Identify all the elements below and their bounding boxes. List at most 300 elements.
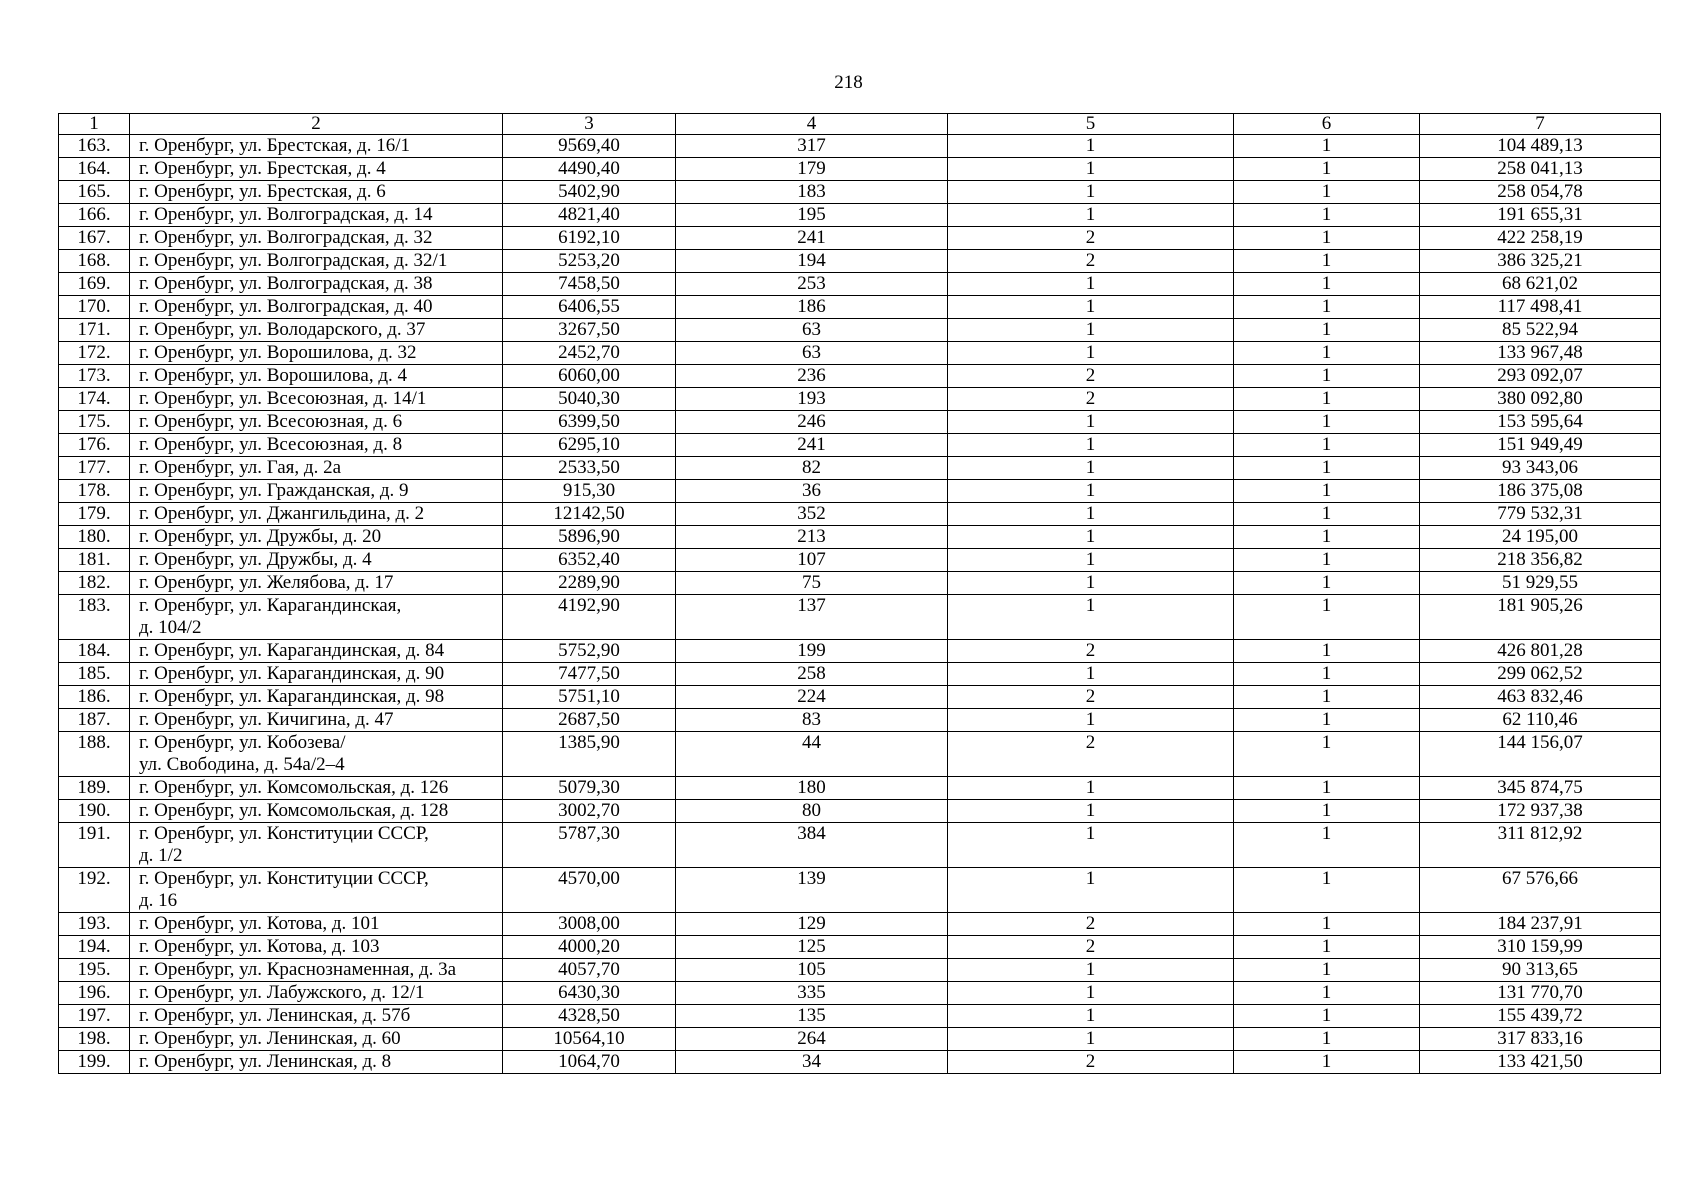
address-line-1: г. Оренбург, ул. Конституции СССР, — [139, 823, 429, 844]
col-5-cell: 2 — [948, 732, 1234, 777]
col-4-cell: 36 — [676, 480, 948, 503]
row-number: 197. — [59, 1005, 130, 1028]
row-number: 164. — [59, 158, 130, 181]
row-number: 175. — [59, 411, 130, 434]
col-5-cell: 1 — [948, 572, 1234, 595]
row-number: 195. — [59, 959, 130, 982]
address-cell: г. Оренбург, ул. Волгоградская, д. 32/1 — [130, 250, 503, 273]
row-number: 181. — [59, 549, 130, 572]
col-6-cell: 1 — [1234, 411, 1420, 434]
col-6-cell: 1 — [1234, 181, 1420, 204]
address-cell: г. Оренбург, ул. Волгоградская, д. 14 — [130, 204, 503, 227]
address-cell: г. Оренбург, ул. Брестская, д. 16/1 — [130, 135, 503, 158]
col-7-cell: 24 195,00 — [1420, 526, 1661, 549]
row-number: 194. — [59, 936, 130, 959]
col-6-cell: 1 — [1234, 549, 1420, 572]
row-number: 169. — [59, 273, 130, 296]
col-4-cell: 199 — [676, 640, 948, 663]
table-row — [59, 181, 1661, 204]
col-3-cell: 3008,00 — [503, 913, 676, 936]
table-row — [59, 480, 1661, 503]
col-4-cell: 135 — [676, 1005, 948, 1028]
row-number: 173. — [59, 365, 130, 388]
address-line-1: г. Оренбург, ул. Карагандинская, — [139, 595, 402, 616]
table-row — [59, 732, 1661, 777]
address-cell — [130, 595, 503, 640]
row-number: 188. — [59, 732, 130, 777]
table-row — [59, 709, 1661, 732]
row-number: 198. — [59, 1028, 130, 1051]
address-cell: г. Оренбург, ул. Волгоградская, д. 38 — [130, 273, 503, 296]
col-6-cell: 1 — [1234, 640, 1420, 663]
table-row — [59, 982, 1661, 1005]
col-5-cell: 2 — [948, 227, 1234, 250]
row-number: 199. — [59, 1051, 130, 1074]
table-row — [59, 936, 1661, 959]
col-3-cell: 6399,50 — [503, 411, 676, 434]
row-number: 186. — [59, 686, 130, 709]
col-3-cell: 2533,50 — [503, 457, 676, 480]
col-3-cell: 4821,40 — [503, 204, 676, 227]
col-6-cell: 1 — [1234, 296, 1420, 319]
row-number: 190. — [59, 800, 130, 823]
col-7-cell: 67 576,66 — [1420, 868, 1661, 913]
registry-table — [58, 113, 1661, 1074]
table-row — [59, 868, 1661, 913]
col-6-cell: 1 — [1234, 959, 1420, 982]
col-6-cell: 1 — [1234, 913, 1420, 936]
col-5-cell: 1 — [948, 204, 1234, 227]
table-row — [59, 1051, 1661, 1074]
table-row — [59, 227, 1661, 250]
row-number: 185. — [59, 663, 130, 686]
col-6-cell: 1 — [1234, 480, 1420, 503]
row-number: 182. — [59, 572, 130, 595]
col-5-cell: 1 — [948, 1005, 1234, 1028]
col-6-cell: 1 — [1234, 572, 1420, 595]
col-5-cell: 1 — [948, 135, 1234, 158]
table-row — [59, 434, 1661, 457]
col-4-cell: 352 — [676, 503, 948, 526]
address-cell: г. Оренбург, ул. Карагандинская, д. 84 — [130, 640, 503, 663]
col-4-cell: 224 — [676, 686, 948, 709]
col-4-cell: 264 — [676, 1028, 948, 1051]
col-4-cell: 80 — [676, 800, 948, 823]
table-row — [59, 913, 1661, 936]
col-4-cell: 183 — [676, 181, 948, 204]
row-number: 193. — [59, 913, 130, 936]
col-3-cell: 10564,10 — [503, 1028, 676, 1051]
col-7-cell: 68 621,02 — [1420, 273, 1661, 296]
address-cell — [130, 732, 503, 777]
column-header-7: 7 — [1420, 114, 1661, 135]
table-row — [59, 686, 1661, 709]
address-line-2: д. 1/2 — [139, 845, 183, 866]
table-row — [59, 296, 1661, 319]
col-7-cell: 317 833,16 — [1420, 1028, 1661, 1051]
address-line-1: г. Оренбург, ул. Кобозева/ — [139, 732, 346, 753]
col-3-cell: 3002,70 — [503, 800, 676, 823]
col-5-cell: 1 — [948, 181, 1234, 204]
col-6-cell: 1 — [1234, 273, 1420, 296]
address-cell: г. Оренбург, ул. Всесоюзная, д. 6 — [130, 411, 503, 434]
col-6-cell: 1 — [1234, 777, 1420, 800]
column-header-4: 4 — [676, 114, 948, 135]
table-row — [59, 250, 1661, 273]
col-6-cell: 1 — [1234, 457, 1420, 480]
col-7-cell: 85 522,94 — [1420, 319, 1661, 342]
col-3-cell: 2452,70 — [503, 342, 676, 365]
col-3-cell: 6352,40 — [503, 549, 676, 572]
col-5-cell: 1 — [948, 1028, 1234, 1051]
table-row — [59, 959, 1661, 982]
row-number: 178. — [59, 480, 130, 503]
col-7-cell: 90 313,65 — [1420, 959, 1661, 982]
col-6-cell: 1 — [1234, 936, 1420, 959]
col-6-cell: 1 — [1234, 526, 1420, 549]
col-7-cell: 117 498,41 — [1420, 296, 1661, 319]
table-row — [59, 1005, 1661, 1028]
col-7-cell: 380 092,80 — [1420, 388, 1661, 411]
col-3-cell: 5079,30 — [503, 777, 676, 800]
col-4-cell: 236 — [676, 365, 948, 388]
col-3-cell: 915,30 — [503, 480, 676, 503]
column-header-3: 3 — [503, 114, 676, 135]
col-3-cell: 4328,50 — [503, 1005, 676, 1028]
col-3-cell: 6406,55 — [503, 296, 676, 319]
col-5-cell: 2 — [948, 686, 1234, 709]
col-5-cell: 1 — [948, 959, 1234, 982]
col-5-cell: 2 — [948, 1051, 1234, 1074]
col-6-cell: 1 — [1234, 686, 1420, 709]
col-7-cell: 133 967,48 — [1420, 342, 1661, 365]
col-6-cell: 1 — [1234, 250, 1420, 273]
row-number: 176. — [59, 434, 130, 457]
col-6-cell: 1 — [1234, 319, 1420, 342]
col-3-cell: 6295,10 — [503, 434, 676, 457]
col-7-cell: 218 356,82 — [1420, 549, 1661, 572]
column-header-6: 6 — [1234, 114, 1420, 135]
table-row — [59, 777, 1661, 800]
col-5-cell: 2 — [948, 640, 1234, 663]
col-5-cell: 2 — [948, 936, 1234, 959]
col-7-cell: 779 532,31 — [1420, 503, 1661, 526]
table-row — [59, 549, 1661, 572]
col-4-cell: 186 — [676, 296, 948, 319]
column-header-5: 5 — [948, 114, 1234, 135]
row-number: 166. — [59, 204, 130, 227]
table-row — [59, 457, 1661, 480]
col-5-cell: 1 — [948, 480, 1234, 503]
table-row — [59, 319, 1661, 342]
column-header-1: 1 — [59, 114, 130, 135]
col-5-cell: 1 — [948, 982, 1234, 1005]
table-row — [59, 204, 1661, 227]
col-7-cell: 186 375,08 — [1420, 480, 1661, 503]
address-cell: г. Оренбург, ул. Комсомольская, д. 128 — [130, 800, 503, 823]
col-3-cell: 5896,90 — [503, 526, 676, 549]
col-7-cell: 184 237,91 — [1420, 913, 1661, 936]
col-7-cell: 426 801,28 — [1420, 640, 1661, 663]
col-7-cell: 386 325,21 — [1420, 250, 1661, 273]
col-6-cell: 1 — [1234, 135, 1420, 158]
col-6-cell: 1 — [1234, 158, 1420, 181]
col-4-cell: 241 — [676, 227, 948, 250]
table-row — [59, 640, 1661, 663]
address-cell: г. Оренбург, ул. Комсомольская, д. 126 — [130, 777, 503, 800]
table-row — [59, 595, 1661, 640]
col-4-cell: 125 — [676, 936, 948, 959]
col-4-cell: 246 — [676, 411, 948, 434]
address-line-2: ул. Свободина, д. 54а/2–4 — [139, 754, 345, 775]
address-cell: г. Оренбург, ул. Брестская, д. 6 — [130, 181, 503, 204]
col-3-cell: 7458,50 — [503, 273, 676, 296]
address-cell: г. Оренбург, ул. Джангильдина, д. 2 — [130, 503, 503, 526]
col-7-cell: 191 655,31 — [1420, 204, 1661, 227]
row-number: 191. — [59, 823, 130, 868]
address-line-2: д. 104/2 — [139, 617, 202, 638]
row-number: 163. — [59, 135, 130, 158]
col-4-cell: 139 — [676, 868, 948, 913]
col-7-cell: 311 812,92 — [1420, 823, 1661, 868]
col-5-cell: 1 — [948, 503, 1234, 526]
col-6-cell: 1 — [1234, 732, 1420, 777]
col-7-cell: 151 949,49 — [1420, 434, 1661, 457]
row-number: 172. — [59, 342, 130, 365]
col-4-cell: 253 — [676, 273, 948, 296]
col-4-cell: 75 — [676, 572, 948, 595]
address-line-2: д. 16 — [139, 890, 178, 911]
col-4-cell: 213 — [676, 526, 948, 549]
col-6-cell: 1 — [1234, 823, 1420, 868]
address-cell: г. Оренбург, ул. Володарского, д. 37 — [130, 319, 503, 342]
table-body — [59, 135, 1661, 1074]
row-number: 196. — [59, 982, 130, 1005]
col-3-cell: 5402,90 — [503, 181, 676, 204]
col-3-cell: 2687,50 — [503, 709, 676, 732]
col-7-cell: 172 937,38 — [1420, 800, 1661, 823]
col-7-cell: 144 156,07 — [1420, 732, 1661, 777]
address-cell: г. Оренбург, ул. Дружбы, д. 4 — [130, 549, 503, 572]
col-7-cell: 422 258,19 — [1420, 227, 1661, 250]
address-cell: г. Оренбург, ул. Волгоградская, д. 32 — [130, 227, 503, 250]
col-4-cell: 195 — [676, 204, 948, 227]
col-3-cell: 3267,50 — [503, 319, 676, 342]
col-3-cell: 4057,70 — [503, 959, 676, 982]
col-6-cell: 1 — [1234, 388, 1420, 411]
page-number: 218 — [834, 72, 863, 93]
col-5-cell: 1 — [948, 709, 1234, 732]
col-6-cell: 1 — [1234, 800, 1420, 823]
col-7-cell: 258 054,78 — [1420, 181, 1661, 204]
col-5-cell: 1 — [948, 777, 1234, 800]
address-cell: г. Оренбург, ул. Всесоюзная, д. 14/1 — [130, 388, 503, 411]
row-number: 187. — [59, 709, 130, 732]
col-3-cell: 4570,00 — [503, 868, 676, 913]
table-row — [59, 526, 1661, 549]
col-6-cell: 1 — [1234, 663, 1420, 686]
col-3-cell: 7477,50 — [503, 663, 676, 686]
address-cell: г. Оренбург, ул. Ленинская, д. 60 — [130, 1028, 503, 1051]
row-number: 167. — [59, 227, 130, 250]
col-7-cell: 104 489,13 — [1420, 135, 1661, 158]
col-3-cell: 6060,00 — [503, 365, 676, 388]
col-4-cell: 194 — [676, 250, 948, 273]
address-cell: г. Оренбург, ул. Гражданская, д. 9 — [130, 480, 503, 503]
col-7-cell: 310 159,99 — [1420, 936, 1661, 959]
column-header-2: 2 — [130, 114, 503, 135]
address-cell: г. Оренбург, ул. Ленинская, д. 57б — [130, 1005, 503, 1028]
table-row — [59, 342, 1661, 365]
col-7-cell: 62 110,46 — [1420, 709, 1661, 732]
col-5-cell: 1 — [948, 526, 1234, 549]
address-cell: г. Оренбург, ул. Котова, д. 101 — [130, 913, 503, 936]
col-5-cell: 1 — [948, 273, 1234, 296]
col-7-cell: 133 421,50 — [1420, 1051, 1661, 1074]
col-6-cell: 1 — [1234, 1028, 1420, 1051]
col-5-cell: 1 — [948, 595, 1234, 640]
address-cell: г. Оренбург, ул. Дружбы, д. 20 — [130, 526, 503, 549]
col-3-cell: 1064,70 — [503, 1051, 676, 1074]
col-5-cell: 1 — [948, 868, 1234, 913]
table-row — [59, 503, 1661, 526]
col-4-cell: 317 — [676, 135, 948, 158]
row-number: 180. — [59, 526, 130, 549]
row-number: 170. — [59, 296, 130, 319]
col-5-cell: 1 — [948, 411, 1234, 434]
col-5-cell: 1 — [948, 158, 1234, 181]
col-4-cell: 63 — [676, 319, 948, 342]
col-4-cell: 179 — [676, 158, 948, 181]
col-7-cell: 131 770,70 — [1420, 982, 1661, 1005]
col-5-cell: 1 — [948, 342, 1234, 365]
row-number: 177. — [59, 457, 130, 480]
col-3-cell: 5253,20 — [503, 250, 676, 273]
col-5-cell: 1 — [948, 549, 1234, 572]
col-4-cell: 193 — [676, 388, 948, 411]
col-6-cell: 1 — [1234, 595, 1420, 640]
col-7-cell: 155 439,72 — [1420, 1005, 1661, 1028]
table-row — [59, 823, 1661, 868]
table-row — [59, 411, 1661, 434]
col-7-cell: 293 092,07 — [1420, 365, 1661, 388]
col-7-cell: 153 595,64 — [1420, 411, 1661, 434]
col-3-cell: 5040,30 — [503, 388, 676, 411]
col-4-cell: 83 — [676, 709, 948, 732]
col-4-cell: 180 — [676, 777, 948, 800]
col-5-cell: 1 — [948, 823, 1234, 868]
row-number: 168. — [59, 250, 130, 273]
table-row — [59, 663, 1661, 686]
address-cell: г. Оренбург, ул. Краснознаменная, д. 3а — [130, 959, 503, 982]
col-6-cell: 1 — [1234, 365, 1420, 388]
col-4-cell: 241 — [676, 434, 948, 457]
col-3-cell: 6192,10 — [503, 227, 676, 250]
table-row — [59, 800, 1661, 823]
col-5-cell: 2 — [948, 388, 1234, 411]
col-5-cell: 1 — [948, 434, 1234, 457]
col-7-cell: 181 905,26 — [1420, 595, 1661, 640]
col-6-cell: 1 — [1234, 204, 1420, 227]
col-6-cell: 1 — [1234, 227, 1420, 250]
table-row — [59, 273, 1661, 296]
col-6-cell: 1 — [1234, 709, 1420, 732]
table-row — [59, 365, 1661, 388]
col-6-cell: 1 — [1234, 342, 1420, 365]
address-cell: г. Оренбург, ул. Всесоюзная, д. 8 — [130, 434, 503, 457]
row-number: 174. — [59, 388, 130, 411]
table-row — [59, 1028, 1661, 1051]
col-5-cell: 1 — [948, 457, 1234, 480]
col-3-cell: 2289,90 — [503, 572, 676, 595]
col-7-cell: 258 041,13 — [1420, 158, 1661, 181]
table-row — [59, 158, 1661, 181]
col-7-cell: 51 929,55 — [1420, 572, 1661, 595]
address-line-1: г. Оренбург, ул. Конституции СССР, — [139, 868, 429, 889]
col-4-cell: 82 — [676, 457, 948, 480]
col-7-cell: 345 874,75 — [1420, 777, 1661, 800]
table-row — [59, 135, 1661, 158]
address-cell: г. Оренбург, ул. Волгоградская, д. 40 — [130, 296, 503, 319]
address-cell — [130, 823, 503, 868]
col-6-cell: 1 — [1234, 1051, 1420, 1074]
col-7-cell: 93 343,06 — [1420, 457, 1661, 480]
col-4-cell: 63 — [676, 342, 948, 365]
col-4-cell: 107 — [676, 549, 948, 572]
col-6-cell: 1 — [1234, 434, 1420, 457]
col-5-cell: 2 — [948, 250, 1234, 273]
address-cell: г. Оренбург, ул. Желябова, д. 17 — [130, 572, 503, 595]
col-7-cell: 299 062,52 — [1420, 663, 1661, 686]
table-row — [59, 388, 1661, 411]
col-4-cell: 384 — [676, 823, 948, 868]
col-3-cell: 5787,30 — [503, 823, 676, 868]
column-header-row — [59, 114, 1661, 135]
row-number: 189. — [59, 777, 130, 800]
address-cell: г. Оренбург, ул. Кичигина, д. 47 — [130, 709, 503, 732]
col-5-cell: 1 — [948, 296, 1234, 319]
col-5-cell: 1 — [948, 663, 1234, 686]
col-3-cell: 5752,90 — [503, 640, 676, 663]
row-number: 184. — [59, 640, 130, 663]
col-4-cell: 258 — [676, 663, 948, 686]
col-5-cell: 2 — [948, 365, 1234, 388]
address-cell: г. Оренбург, ул. Карагандинская, д. 98 — [130, 686, 503, 709]
address-cell: г. Оренбург, ул. Ворошилова, д. 4 — [130, 365, 503, 388]
table-row — [59, 572, 1661, 595]
col-3-cell: 12142,50 — [503, 503, 676, 526]
col-3-cell: 5751,10 — [503, 686, 676, 709]
address-cell: г. Оренбург, ул. Брестская, д. 4 — [130, 158, 503, 181]
col-4-cell: 34 — [676, 1051, 948, 1074]
col-6-cell: 1 — [1234, 1005, 1420, 1028]
address-cell: г. Оренбург, ул. Гая, д. 2а — [130, 457, 503, 480]
row-number: 192. — [59, 868, 130, 913]
col-3-cell: 6430,30 — [503, 982, 676, 1005]
address-cell: г. Оренбург, ул. Карагандинская, д. 90 — [130, 663, 503, 686]
address-cell: г. Оренбург, ул. Лабужского, д. 12/1 — [130, 982, 503, 1005]
col-6-cell: 1 — [1234, 982, 1420, 1005]
row-number: 183. — [59, 595, 130, 640]
col-3-cell: 9569,40 — [503, 135, 676, 158]
col-3-cell: 4000,20 — [503, 936, 676, 959]
address-cell — [130, 868, 503, 913]
col-5-cell: 1 — [948, 800, 1234, 823]
col-4-cell: 105 — [676, 959, 948, 982]
col-3-cell: 1385,90 — [503, 732, 676, 777]
col-4-cell: 335 — [676, 982, 948, 1005]
col-4-cell: 44 — [676, 732, 948, 777]
